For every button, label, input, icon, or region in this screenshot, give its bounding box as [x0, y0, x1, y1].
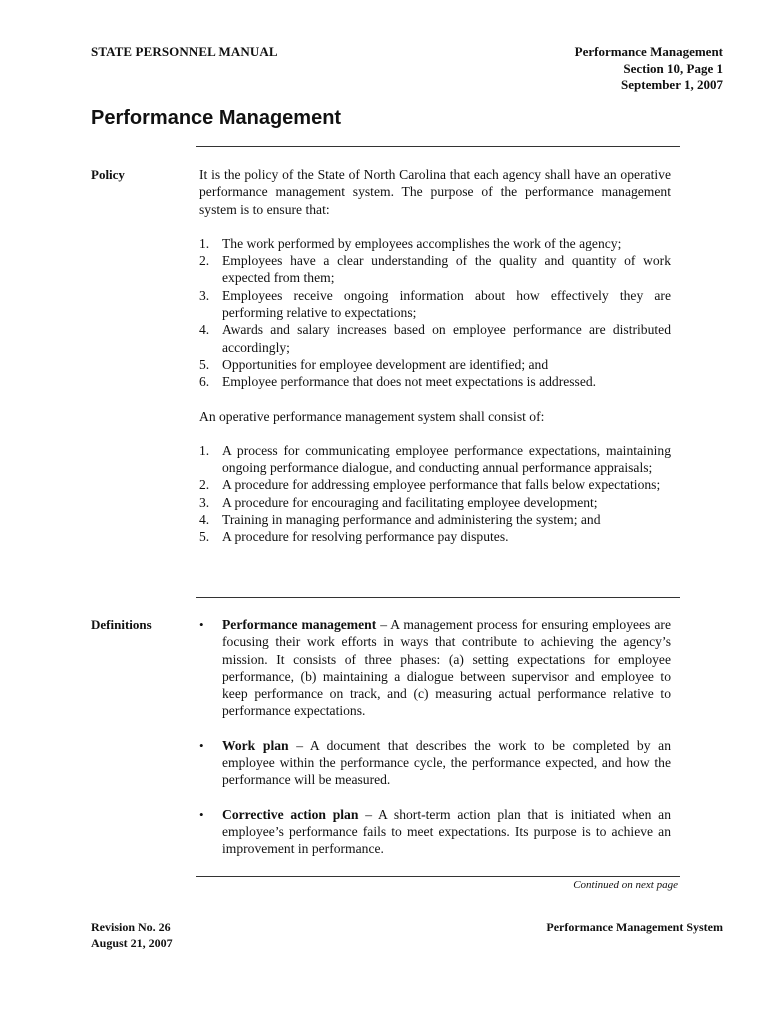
bullet-icon: • — [199, 737, 204, 753]
definition-item — [199, 806, 671, 858]
definition-term: Work plan — [222, 737, 289, 753]
continued-note: Continued on next page — [573, 879, 678, 891]
list-item: 5. Opportunities for employee development are identified; and — [199, 356, 549, 372]
header-section-date: September 1, 2007 — [621, 77, 723, 92]
header-section-page: Section 10, Page 1 — [623, 60, 723, 76]
policy-divider — [196, 597, 680, 598]
policy-section — [199, 166, 671, 546]
footer-system-name: Performance Management System — [546, 920, 723, 934]
definition-term: Corrective action plan — [222, 806, 359, 822]
definition-text: – A short-term action plan that is initiated when an employee’s performance fails to meet expectations. Its purpose is to achieve an improvement in performance. — [222, 806, 671, 857]
revision-number: Revision No. 26 — [91, 920, 171, 934]
definition-text: – A management process for ensuring employees are focusing their work efforts in ways that contribute to achieving the agency’s mission. It consists of three phases: (a) setting expectations for employee performance, (b) maintaining a dialogue between supervisor and employee to keep performance on track, and (c) measuring actual performance relative to performance expectations. — [222, 617, 671, 719]
header-manual-name: STATE PERSONNEL MANUAL — [91, 44, 278, 59]
list-item: 1. A process for communicating employee performance expectations, maintaining ongoing performance dialogue, and conducting annual performance appraisals; — [199, 442, 671, 476]
page-title: Performance Management — [91, 107, 342, 129]
list-item: 3. Employees receive ongoing information about how effectively they are performing relative to expectations; — [199, 287, 671, 321]
continued-divider — [196, 876, 680, 877]
definition-item — [199, 616, 671, 720]
list-item: 2. Employees have a clear understanding of the quality and quantity of work expected from them; — [199, 253, 671, 286]
component-list — [199, 442, 671, 546]
definition-item — [199, 737, 671, 789]
policy-label: Policy — [91, 167, 125, 182]
list-item: 6. Employee performance that does not meet expectations is addressed. — [199, 374, 597, 390]
bullet-icon: • — [199, 617, 204, 632]
title-divider — [196, 146, 680, 147]
definitions-section — [199, 616, 671, 858]
purpose-list — [199, 235, 671, 391]
definition-term: Performance management — [222, 617, 377, 632]
bullet-icon: • — [199, 806, 204, 822]
header-section-info — [575, 44, 723, 94]
list-item: 2. A procedure for addressing employee performance that falls below expectations; — [199, 477, 661, 493]
revision-date: August 21, 2007 — [91, 935, 173, 950]
system-intro: An operative performance management system shall consist of: — [199, 408, 545, 424]
header-section-title: Performance Management — [574, 44, 723, 59]
footer-revision — [91, 920, 173, 951]
list-item: 5. A procedure for resolving performance pay disputes. — [199, 529, 509, 545]
definitions-label: Definitions — [91, 617, 152, 632]
list-item: 4. Training in managing performance and administering the system; and — [199, 512, 601, 528]
list-item: 4. Awards and salary increases based on employee performance are distributed accordingly; — [199, 322, 671, 355]
list-item: 3. A procedure for encouraging and facilitating employee development; — [199, 494, 598, 510]
list-item: 1. The work performed by employees accomplishes the work of the agency; — [199, 235, 622, 251]
definition-text: – A document that describes the work to be completed by an employee within the performance cycle, the performance expected, and how the performance will be measured. — [222, 737, 671, 788]
policy-intro: It is the policy of the State of North Carolina that each agency shall have an operative performance management system. The purpose of the performance management system is to ensure that: — [199, 167, 671, 217]
